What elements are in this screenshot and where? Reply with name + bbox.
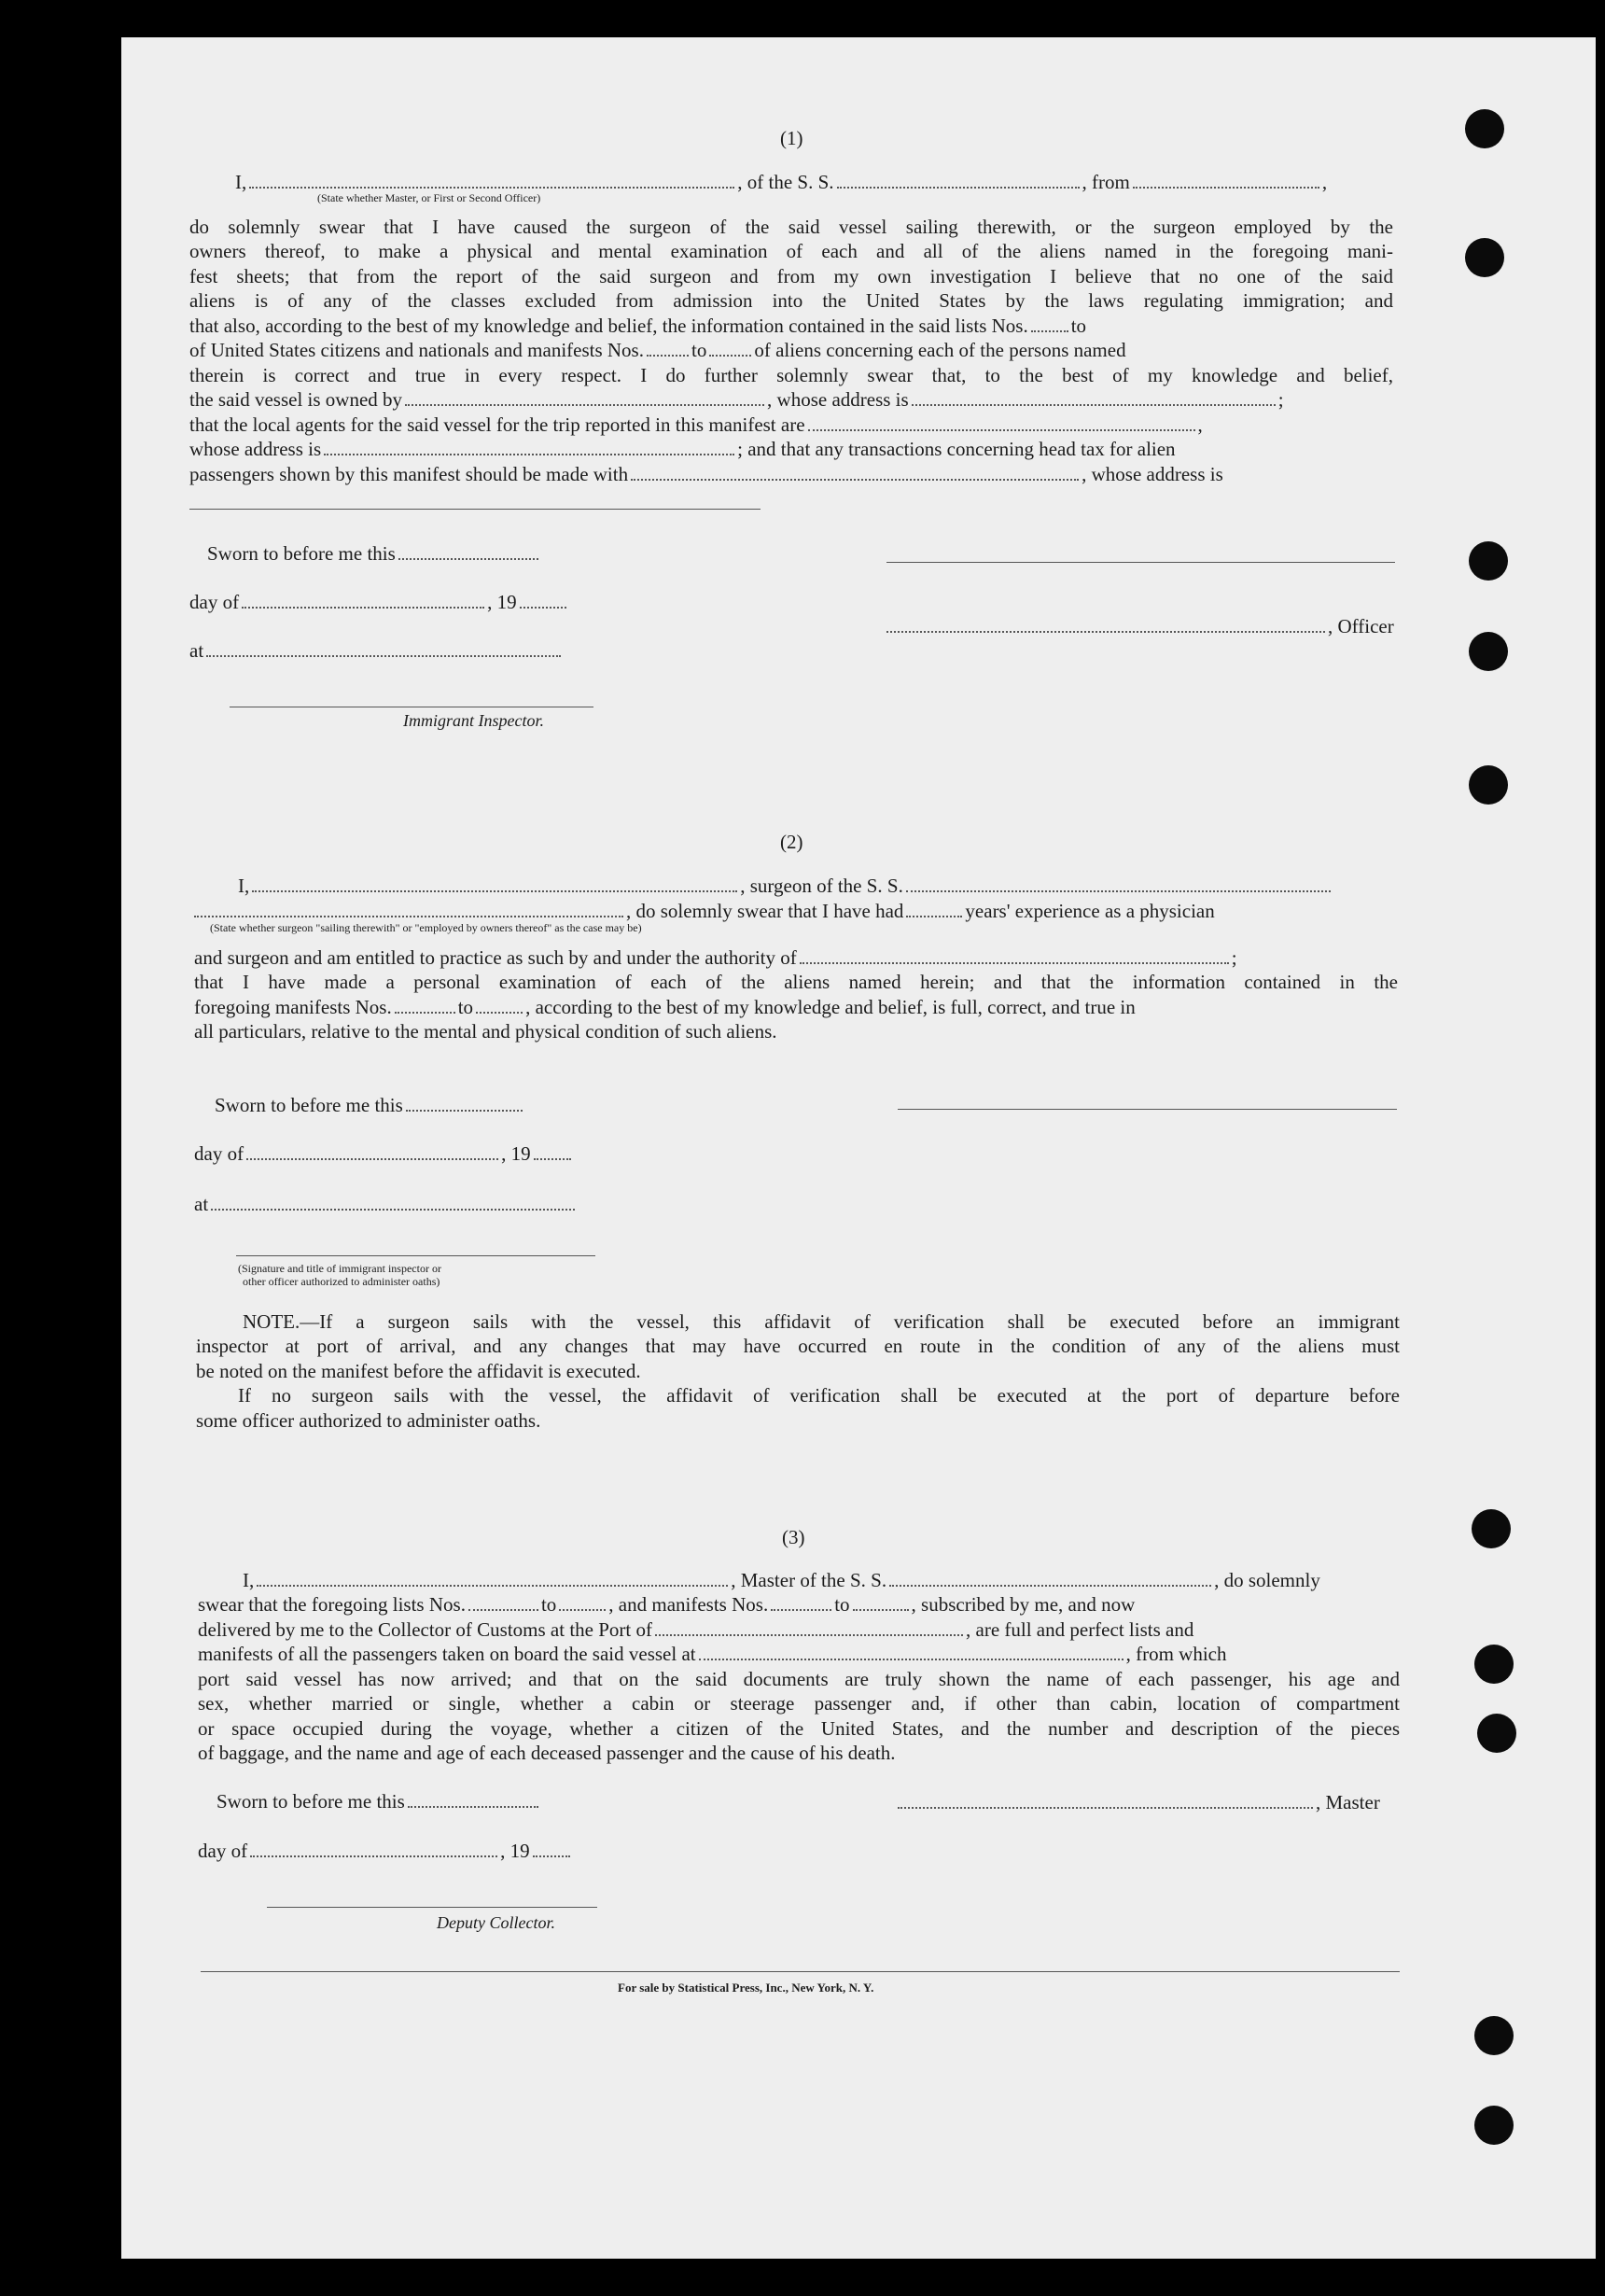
signature-hint: (Signature and title of immigrant inspector or — [238, 1262, 441, 1275]
master-oath-paragraph: I, , Master of the S. S. , do solemnly swear that the foregoing lists Nos. to , and manifests Nos. to , subscribed by me, and now delivered by me to the Collector of Customs at the Port of , are full and perfect lists and manifests of all the passengers taken on board the said vessel at , from which port said vessel has now arrived; and that on the said documents are truly shown the name of each passenger, his age and sex, whether married or single, whether a cabin or steerage passenger and, if other than cabin, location of compartment or space occupied during the voyage, whether a citizen of the United States, and the number and description of the pieces of baggage, and the name and age of each deceased passenger and the cause of his death. — [198, 1569, 1400, 1765]
surgeon-paragraph: and surgeon and am entitled to practice as such by and under the authority of ; that I have made a personal examination of each of the aliens named herein; and that the information contained in the foregoing manifests Nos. to , according to the best of my knowledge and belief, is full, correct, and true in all particulars, relative to the mental and physical condition of such aliens. — [194, 946, 1398, 1043]
section-number: (3) — [782, 1526, 805, 1548]
binder-hole — [1474, 2106, 1514, 2145]
affidavit-paragraph: do solemnly swear that I have caused the surgeon of the said vessel sailing therewith, or the surgeon employed by the owners thereof, to make a physical and mental examination of each and all of the aliens named in the foregoing mani- fest sheets; that from the report of the said surgeon and from my own investigation I believe that no one of the said aliens is of any of the classes excluded from admission into the United States by the laws regulating immigration; and that also, according to the best of my knowledge and belief, the information contained in the said lists Nos. to of United States citizens and nationals and manifests Nos. to of aliens concerning each of the persons named therein is correct and true in every respect. I do further solemnly swear that, to the best of my knowledge and belief, the said vessel is owned by , whose address is ; that the local agents for the said vessel for the trip reported in this manifest are , whose address is ; and that any transactions concerning head tax for alien passengers shown by this manifest should be made with , whose address is — [189, 216, 1393, 485]
footer-rule — [201, 1971, 1400, 1972]
day-of-label: day of , 19 — [194, 1141, 574, 1166]
binder-hole — [1474, 1645, 1514, 1684]
printer-credit: For sale by Statistical Press, Inc., New York, N. Y. — [618, 1981, 874, 1995]
sworn-label: Sworn to before me this — [216, 1789, 541, 1813]
signature-line — [236, 1255, 595, 1256]
signature-line — [189, 509, 761, 510]
binder-hole — [1465, 238, 1504, 277]
binder-hole — [1469, 765, 1508, 805]
surgeon-statement-line: I, , surgeon of the S. S. — [238, 874, 1333, 898]
section-number: (1) — [780, 127, 803, 149]
binder-hole — [1469, 632, 1508, 671]
day-of-label: day of , 19 — [189, 590, 569, 614]
sworn-label: Sworn to before me this — [215, 1093, 525, 1117]
day-of-label: day of , 19 — [198, 1839, 573, 1863]
sworn-label: Sworn to before me this — [207, 541, 541, 566]
master-statement-line: I, , of the S. S. , from , — [235, 171, 1328, 193]
binder-hole — [1477, 1714, 1516, 1753]
binder-hole — [1465, 109, 1504, 148]
surgeon-experience-line: , do solemnly swear that I have had years' experience as a physician — [194, 899, 1215, 923]
binder-hole — [1469, 541, 1508, 581]
officer-label: , Officer — [886, 614, 1394, 638]
binder-hole — [1472, 1509, 1511, 1548]
collector-title: Deputy Collector. — [437, 1913, 555, 1932]
inspector-title: Immigrant Inspector. — [403, 711, 544, 730]
collector-signature-line — [267, 1907, 597, 1908]
master-signature-label: , Master — [898, 1790, 1380, 1814]
at-label: at — [189, 638, 564, 663]
officer-signature-line — [886, 562, 1395, 563]
binder-hole — [1474, 2016, 1514, 2055]
section-number: (2) — [780, 831, 803, 853]
field-hint: (State whether Master, or First or Second Officer) — [317, 191, 541, 204]
at-label: at — [194, 1192, 578, 1216]
note-paragraph: NOTE.—If a surgeon sails with the vessel, this affidavit of verification shall be executed before an immigrant inspector at port of arrival, and any changes that may have occurred en route in the condition of any of the aliens must be noted on the manifest before the affidavit is executed. If no surgeon sails with the vessel, the affidavit of verification shall be executed at the port of departure before some officer authorized to administer oaths. — [196, 1310, 1400, 1432]
field-hint: (State whether surgeon "sailing therewith" or "employed by owners thereof" as the case may be) — [210, 921, 642, 934]
surgeon-signature-line — [898, 1109, 1397, 1110]
signature-hint: other officer authorized to administer oaths) — [243, 1275, 440, 1288]
